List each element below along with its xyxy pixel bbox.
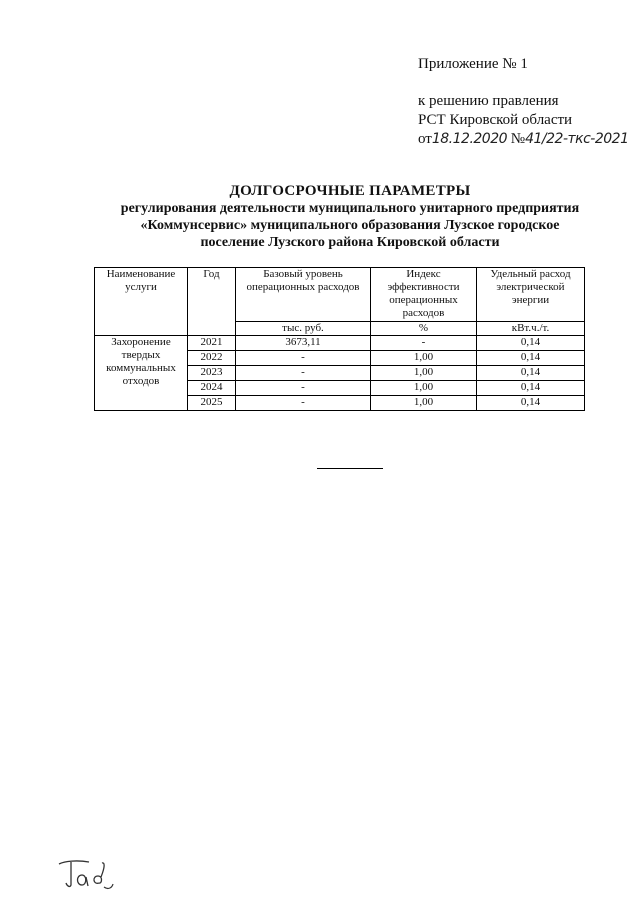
unit-efficiency-index: % (371, 322, 477, 336)
subtitle-line-1: регулирования деятельности муниципального унитарного предприятия (120, 201, 580, 216)
decision-number: 41/22-ткс-2021 (525, 131, 629, 147)
base-cell: - (236, 396, 371, 411)
parameters-table (94, 267, 585, 411)
unit-energy: кВт.ч./т. (477, 322, 585, 336)
subtitle-line-3: поселение Лузского района Кировской области (200, 235, 500, 250)
energy-cell: 0,14 (477, 366, 585, 381)
index-cell: 1,00 (371, 381, 477, 396)
header-year: Год (188, 268, 236, 336)
appendix-label: Приложение № 1 (418, 56, 528, 72)
subtitle-line-2: «Коммунсервис» муниципального образования Лузское городское (140, 218, 560, 233)
year-cell: 2025 (188, 396, 236, 411)
energy-cell: 0,14 (477, 381, 585, 396)
energy-cell: 0,14 (477, 336, 585, 351)
table-row (95, 336, 585, 351)
year-cell: 2024 (188, 381, 236, 396)
year-cell: 2023 (188, 366, 236, 381)
header-efficiency-index: Индекс эффективности операционных расходов (371, 268, 477, 322)
header-base-level: Базовый уровень операционных расходов (236, 268, 371, 322)
table-header-row (95, 268, 585, 322)
year-cell: 2022 (188, 351, 236, 366)
document-title: ДОЛГОСРОЧНЫЕ ПАРАМЕТРЫ (229, 183, 471, 199)
service-name: Захоронение твердых коммунальных отходов (95, 336, 188, 411)
number-prefix: № (510, 131, 526, 147)
decision-line-2: РСТ Кировской области (418, 112, 573, 128)
document-subtitle (60, 200, 640, 251)
header-energy-consumption: Удельный расход электрической энергии (477, 268, 585, 322)
energy-cell: 0,14 (477, 396, 585, 411)
base-cell: - (236, 366, 371, 381)
index-cell: - (371, 336, 477, 351)
base-cell: - (236, 351, 371, 366)
unit-base-level: тыс. руб. (236, 322, 371, 336)
decision-line-1: к решению правления (418, 93, 559, 109)
decision-date: 18.12.2020 (431, 131, 508, 147)
index-cell: 1,00 (371, 366, 477, 381)
year-cell: 2021 (188, 336, 236, 351)
date-prefix: от (418, 131, 432, 147)
header-service: Наименование услуги (95, 268, 188, 336)
decision-date-number (418, 130, 628, 149)
index-cell: 1,00 (371, 351, 477, 366)
decision-reference (418, 92, 628, 149)
signature-icon (55, 855, 117, 898)
base-cell: 3673,11 (236, 336, 371, 351)
index-cell: 1,00 (371, 396, 477, 411)
base-cell: - (236, 381, 371, 396)
end-divider (317, 468, 383, 469)
energy-cell: 0,14 (477, 351, 585, 366)
